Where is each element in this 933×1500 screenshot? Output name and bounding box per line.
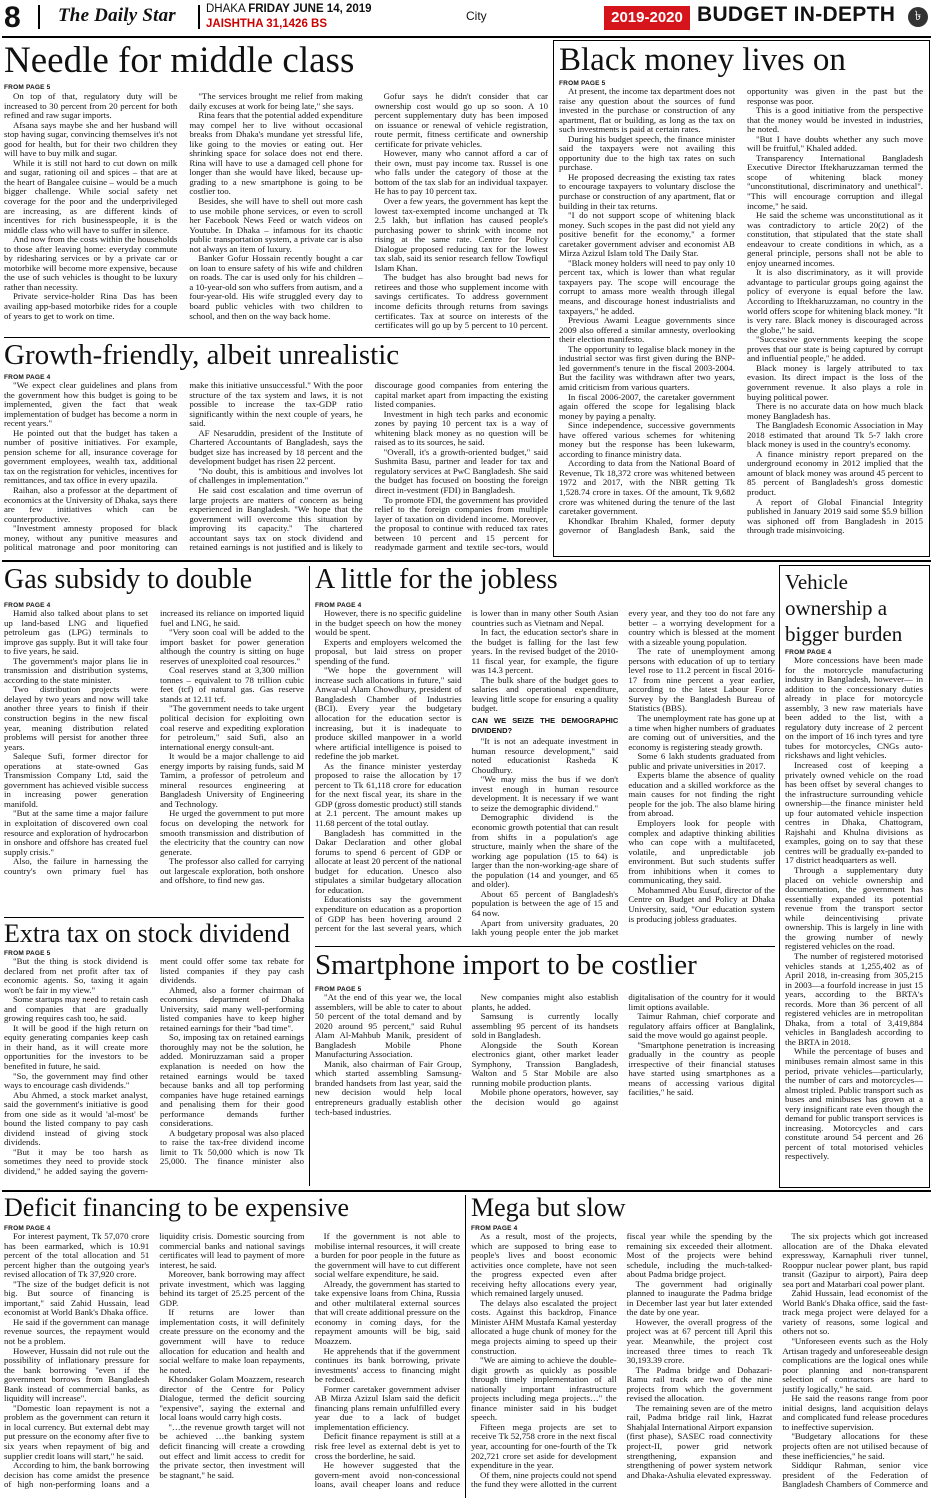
- paragraph: He said if the government can manage revenue sources, the repayment would not be a problem.: [4, 1316, 150, 1347]
- paragraph: The rate of unemployment among persons with education of up to tertiary level rose to 11.2 percent in fiscal 2016-17 from nine percent a year earlier, according to the latest Labour Force Survey by the Bangladesh Bureau of Statistics (BBS).: [628, 646, 775, 714]
- paragraph: Abu Ahmed, a stock market analyst, said the government's initiative is good from one side as it would 'al-most' be bound the listed company to pay cash dividend instead of giving stock dividends.: [4, 1089, 148, 1148]
- from-page: FROM PAGE 4: [785, 649, 832, 656]
- paragraph: While the percentage of buses and minibuses remain almost same in this period, private vehicles—particularly, the number of cars and motorcycles—almost tripled. Public transport such as buses and minibuses has grown at a very insignificant rate even though the demand for public transport services is increasing. Motorcycles and cars constitute around 54 percent and 26 percent of total motorised vehicles respectively.: [785, 1046, 923, 1162]
- paragraph: Bangladesh has committed in the Dakar Declaration and other global forums to spend 6 percent of GDP or allocate at least 20 percent of the national budget for education. Unesco also stipulates a similar budgetary allocation for education.: [315, 827, 462, 895]
- article-body: [4, 381, 548, 555]
- paragraph: "But at the same time a major failure in exploitation of discovered own coal resource and exploration of hydrocarbon in onshore and offshore has created fuel supply crisis.": [4, 808, 148, 857]
- article-body: [315, 609, 775, 941]
- paragraph: Previous Awami League governments since 2009 also offered a similar amnesty, overlooking their election manifesto.: [559, 315, 735, 345]
- paragraph: "But I have doubts whether any such move will be fruitful," Khaled added.: [747, 133, 923, 154]
- article-growth: [4, 341, 548, 555]
- paragraph: However, Hussain did not rule out the possibility of inflationary pressure for the bank borrowing "even if the government borrows from Bangladesh Bank instead of commercial banks, as liquidity will increase".: [4, 1345, 150, 1404]
- article-body: [785, 656, 923, 1184]
- headline: Growth-friendly, albeit unrealistic: [4, 341, 400, 371]
- from-page: FROM PAGE 4: [471, 1225, 518, 1232]
- paragraph: Employers look for people with complex and adaptive thinking abilities who can cope with a multifaceted, volatile, and unpredictable job environment. But such students suffer from inhibitions when it comes to communicating, they said.: [628, 818, 775, 886]
- paragraph: AF Nesaruddin, president of the Institute of Chartered Accountants of Bangladesh, says the budget size has increased by 18 percent and the development budget has risen 22 percent.: [189, 427, 363, 467]
- paragraph: Coal reserves stand at 3,300 million tonnes – equivalent to 78 trillion cubic feet (tcf) of natural gas. Gas reserve stands at 12.11 tcf.: [160, 665, 304, 704]
- paragraph: Khondkar Ibrahim Khaled, former deputy governor of Bangladesh Bank, said the opportunity was given in the past but the response was poor.: [559, 86, 923, 536]
- paragraph: Apart from university graduates, 20 lakh young people enter the job market every year, and they too do not fare any better – a worrying development for a country which is blessed at the moment with a sizeable young population.: [471, 608, 775, 938]
- headline: Black money lives on: [559, 44, 846, 78]
- divider: [465, 1195, 466, 1498]
- paragraph: Increased cost of keeping a privately owned vehicle on the road has been offset by several changes to the infrastructure surrounding vehicle ownership—the finance minister held up four automated vehicle inspection centres in Dhaka, Chattogram, Rajshahi and Khulna divisions as examples, going on to say that these centres will be gradually ex-panded to 17 district headquarters as well.: [785, 760, 923, 866]
- paragraph: The opportunity to legalise black money in the industrial sector was first given during the BNP-led government's tenure in the fiscal 2003-2004. But the facility was withdrawn after two years, amid criticism from various quarters.: [559, 343, 735, 392]
- headline: A little for the jobless: [315, 566, 558, 595]
- paragraph: Moreover, bank borrowing may affect private investment, which was lagging behind its target of 25.25 percent of the GDP.: [159, 1269, 305, 1308]
- year-badge: 2019-2020: [604, 6, 690, 30]
- article-needle: [4, 42, 548, 334]
- paragraph: Transparency International Bangladesh Executive Director Iftekharuzzaman termed the scope of whitening black money "unconstitutional, discriminatory and unethical". "This will encourage corruption and illegal income," he said.: [747, 152, 923, 211]
- paragraph: Raihan, also a professor at the department of economics at the University of Dhaka, says there are few initiatives which can be counterproductive.: [4, 485, 178, 524]
- paragraph: For interest payment, Tk 57,070 crore has been earmarked, which is 10.91 percent of the total allocation and 51 percent higher than the outgoing year's revised allocation of Tk 37,920 crore.: [4, 1231, 150, 1280]
- headline: Extra tax on stock dividend: [4, 921, 290, 948]
- paragraph: "We expect clear guidelines and plans from the government how this budget is going to be implemented, given the fact that weak implementation of budget has become a norm in recent years.": [4, 380, 178, 429]
- dateline-city: DHAKA: [206, 3, 245, 15]
- paragraph: Educationists say the government expenditure on education as a proportion of GDP has been hovering around 2 percent for the last several years, which is lower than in many other South Asian countries such as Vietnam and Nepal.: [315, 608, 619, 934]
- divider: [198, 5, 200, 29]
- paper-logo: The Daily Star: [58, 5, 176, 26]
- article-black-money: [559, 44, 923, 553]
- paragraph: The bulk share of the budget goes to salaries and operational expenditure, leaving little scope for ensuring a quality budget.: [471, 674, 619, 714]
- from-page: FROM PAGE 5: [315, 986, 362, 993]
- article-jobless: [315, 566, 775, 941]
- paragraph: In fiscal 2006-2007, the caretaker government again offered the scope for legalising black money by paying a penalty.: [559, 391, 735, 421]
- paragraph: Black money is largely attributed to tax evasion. Its direct impact is the loss of the government revenue. It also plays a role in buying political power.: [747, 362, 923, 402]
- paragraph: He said cost escalation and time overrun of large projects are matters of concern as being experienced in Bangladesh. "We hope that the government will overcome this situation by improving its capacity." The chartered accountant says tax on stock dividend and retained earnings is not justified and is likely to discourage good companies from entering the capital market apart from impacting the existing listed companies.: [189, 380, 548, 553]
- article-smartphone: [315, 951, 775, 1186]
- article-body: [4, 92, 548, 334]
- paragraph: He however suggested that the govern-ment avoid non-concessional loans, avail cheaper loans and reduce: [314, 1460, 460, 1490]
- paragraph: The six projects which got increased allocation are of the Dhaka elevated expressway, Karnaphuli river tunnel, Rooppur nuclear power plant, bus rapid transit (Gazipur to airport), Paira deep sea port and Matarbari coal power plant.: [782, 1231, 928, 1289]
- paragraph: A finance ministry report prepared on the underground economy in 2012 implied that the amount of black money was around 45 percent to 85 percent of Bangladesh's gross domestic product.: [747, 448, 923, 497]
- paragraph: "Black money holders will need to pay only 10 percent tax, which is lower than what regular taxpayers pay. The scope will encourage the corrupt to amass more wealth through illegal means, and discourage honest industrialists and taxpayers," he added.: [559, 257, 735, 316]
- headline: Deficit financing to be expensive: [4, 1195, 350, 1222]
- paragraph: "The services brought me relief from making daily excuses at work for being late," she says.: [189, 91, 363, 111]
- divider: [4, 917, 304, 918]
- paragraph: He said the reasons range from poor initial designs, land acquisition delays and complicated fund release procedures to ineffective supervision.: [782, 1393, 928, 1432]
- paragraph: Two distribution projects were delayed by two years and now will take another three years to finish if their construction begins in the new fiscal year, meaning distribution related problems will persist for another three years.: [4, 684, 148, 752]
- dateline-date: FRIDAY JUNE 14, 2019: [248, 3, 372, 15]
- paragraph: Taimur Rahman, chief corporate and regulatory affairs officer at Banglalink, said the move would go against people.: [628, 1011, 775, 1041]
- paragraph: As a result, most of the projects, which are supposed to bring ease to people's lives and boost economic activities once complete, have not seen the progress expected even after receiving hefty allocations every year, which remained largely unused.: [471, 1231, 617, 1299]
- paragraph: "Domestic loan repayment is not a problem as the government can return it in local currency. But external debt may put pressure on the economy after five to six years when repayment of big and supplier credit loans will start," he said.: [4, 1402, 150, 1461]
- paragraph: The Padma bridge and Dohazari-Ramu rail track are two of the nine projects from which the government revised the allocation.: [626, 1364, 773, 1404]
- paragraph: Besides, she will have to shell out more cash to use mobile phone services, or even to scroll her Facebook News Feed or watch videos on Youtube. In Dhaka – infamous for its chaotic public transportation system, a private car is also not always an item of luxury.: [189, 196, 363, 254]
- paragraph: "No doubt, this is ambitious and involves lot of challenges in implementation.": [189, 465, 363, 486]
- paragraph: Fifteen mega projects are set to receive Tk 52,758 crore in the next fiscal year, accounting for one-fourth of the Tk 202,721 crore set aside for development expenditure in the year.: [471, 1421, 617, 1471]
- from-page: FROM PAGE 4: [4, 602, 51, 609]
- paragraph: If the government is not able to mobilise internal resources, it will create a burden for poor people in the future as the government will have to cut different social welfare expenditure, he said.: [314, 1231, 460, 1280]
- paragraph: "But it may be too harsh as sometimes they need to provide stock dividend," he added saying the govern-ment could offer some tax rebate for listed companies if they pay cash dividends.: [4, 956, 304, 1177]
- paragraph: "We may miss the bus if we don't invest enough in human resource development. It is necessary if we want to seize the demographic dividend.": [471, 774, 619, 813]
- article-body: [4, 957, 304, 1186]
- divider: [4, 337, 550, 338]
- paragraph: Experts blame the absence of quality education and a skilled workforce as the main causes for not finding the right people for the job. The also blame hiring from abroad.: [628, 770, 775, 819]
- paragraph: Some 6 lakh students graduated from public and private universities in 2017.: [628, 751, 775, 771]
- divider: [38, 5, 40, 29]
- paragraph: Banker Gofur Hossain recently bought a car on loan to ensure safety of his wife and children on roads. The car is used only for his children – a 10-year-old son who suffers from autism, and a four-year-old. His wife struggled every day to board public vehicles with two children to school, and then on the way back home.: [189, 253, 363, 321]
- paragraph: Former caretaker government adviser AB Mirza Azizul Islam said the deficit financing plans remain unfulfilled every year due to a lack of budget implementation efficiency.: [314, 1383, 460, 1432]
- paragraph: He said the scheme was unconstitutional as it was contradictory to article 20(2) of the constitution, that stipulated that the state shall endeavour to create conditions in which, as a general principle, persons shall not be able to enjoy unearned incomes.: [747, 210, 923, 268]
- paragraph: Khondaker Golam Moazzem, research director of the Centre for Policy Dialogue, termed the deficit sourcing "expensive", saying the external and local loans would carry high costs.: [159, 1374, 305, 1423]
- paragraph: "Overall, it's a growth-oriented budget," said Sushmita Basu, partner and leader for tax and regulatory services at PwC Bangladesh. She said the budget has focused on boosting the foreign direct in-vestment (FDI) in Bangladesh.: [374, 446, 548, 496]
- paragraph: In fact, the education sector's share in the budget is falling for the last few years. In the revised budget of the 2010-11 fiscal year, for example, the figure was 14.3 percent.: [471, 627, 619, 676]
- article-gas: [4, 566, 304, 914]
- subheading: CAN WE SEIZE THE DEMOGRAPHIC DIVIDEND?: [471, 716, 619, 735]
- paragraph: "At the end of this year we, the local assemblers, will be able to cater to about 50 percent of the total demand and by 2020 around 95 percent," said Ruhul Alam Al-Mahbub Manik, president of Bangladesh Mobile Phone Manufacturing Association.: [315, 992, 462, 1060]
- paragraph: Gofur says he didn't consider that car ownership cost would go up so soon. A 10 percent supplementary duty has been imposed on issuance or renewal of vehicle registration, route permit, fitness certificate and ownership certificate for private vehicles.: [374, 91, 548, 149]
- paragraph: Rina fears that the potential added expenditure may compel her to live without occasional breaks from Dhaka's mundane yet stressful life, like going to the movies or eating out. Her shrinking space for solace does not end there. Rina will have to use a damaged cell phone for longer than she would have liked, because up-grading to a new smartphone is going to be costlier too.: [189, 110, 363, 197]
- paragraph: "The government needs to take urgent political decision for exploiting own coal reserve and expediting exploration for petroleum," said Sufi, also an international energy consult-ant.: [160, 703, 304, 752]
- paragraph: And now from the costs within the households to those after leaving home: everyday commute by ridesharing services or by a private car or motorbike will become more expensive, because the use of such vehicles is thought to be luxury rather than necessity.: [4, 234, 178, 292]
- paragraph: He apprehends that if the government continues its bank borrowing, private investments' access to financing might be reduced.: [314, 1345, 460, 1385]
- paragraph: He proposed decreasing the existing tax rates to encourage taxpayers to voluntary disclose the purchase or construction of any apartment, flat or building in their tax returns.: [559, 171, 735, 211]
- paragraph: "I do not support scope of whitening black money. Such scopes in the past did not yield any positive benefit for the economy," a former caretaker government adviser and economist AB Mirza Azizul Islam told The Daily Star.: [559, 210, 735, 259]
- paragraph: New companies might also establish plants, he added.: [471, 992, 619, 1012]
- masthead: [0, 0, 933, 36]
- article-body: [4, 1232, 460, 1498]
- bengali-date: JAISHTHA 31,1426 BS: [206, 18, 328, 30]
- paragraph: "Investment amnesty proposed for black money, without any punitive measures and political matronage and poor monitoring can make this initiative unsuccessful." With the poor structure of the tax system and laws, it is not possible to increase the tax-GDP ratio significantly within the next couple of years, he said.: [4, 380, 363, 553]
- paragraph: Siddiqur Rahman, senior vice president of the Federation of Bangladesh Chambers of Commerce and: [782, 1460, 928, 1490]
- paragraph: At present, the income tax department does not raise any question about the sources of fund invested in the purchase or construction of any apartment, flat or building, as long as the tax on such investments is paid at certain rates.: [559, 86, 735, 135]
- paragraph: The government's major plans lie in transmission and distribution systems, according to the state minister.: [4, 655, 148, 685]
- paragraph: According to data from the National Board of Revenue, Tk 18,372 crore was whitened between 1972 and 2017, with the NBR getting Tk 1,528.74 crore in taxes. Of the amount, Tk 9,682 crore was whitened during the tenure of the last caretaker government.: [559, 458, 735, 517]
- paragraph: About 65 percent of Bangladesh's population is between the age of 15 and 64 now.: [471, 888, 619, 918]
- paragraph: He pointed out that the budget has taken a number of positive initiatives. For example, pension scheme for all, insurance coverage for government employees, wealth tax, additional tax on the registration for vehicles, incentives for remittances, and tax office in every upazila.: [4, 427, 178, 486]
- from-page: FROM PAGE 5: [4, 84, 51, 91]
- masthead-rule: [2, 36, 931, 38]
- divider: [315, 946, 775, 947]
- paragraph: The professor also called for carrying out largescale exploration, both onshore and offshore, to find new gas.: [160, 856, 304, 886]
- paragraph: The budget has also brought bad news for retirees and those who supplement income with savings certificates. To address government income deficits through returns from savings certificates. Tax at source on interests of the certificates will go up by 5 percent to 10 percent.: [374, 272, 548, 331]
- paragraph: However, the overall progress of the project was at 67 percent till April this year. Meanwhile, the project cost increased three times to reach Tk 30,193.39 crore.: [626, 1316, 773, 1366]
- from-page: FROM PAGE 5: [559, 80, 606, 87]
- taka-icon: ৳: [908, 7, 928, 27]
- paragraph: More concessions have been made for the motorcycle manufacturing industry in Bangladesh, however— in addition to the concessionary duties already in place for motorcycle assembly, 3 new raw materials have been added to the list, with a regulatory duty increase of 2 percent on the import of 16 inch tyres and tyre tubes for motorcycles, CNGs auto-rickshaws and light vehicles.: [785, 655, 923, 761]
- paragraph: This is a good initiative from the perspective that the money would be invested in industries, he noted.: [747, 105, 923, 135]
- paragraph: The number of registered motorised vehicles stands at 1,255,402 as of April 2018, in-creasing from 305,215 in 2003—a fourfold increase in just 15 years, according to the BRTA's records. More than 36 percent of all registered vehicles are in metropolitan Dhaka, from a total of 3,419,884 vehicles in Bangladesh according to the BRTA in 2018.: [785, 950, 923, 1047]
- paragraph: However, there is no specific guideline in the budget speech on how the money would be spent.: [315, 608, 462, 638]
- headline: Smartphone import to be costlier: [315, 951, 697, 981]
- headline: Needle for middle class: [4, 42, 355, 81]
- paragraph: "Very soon coal will be added to the import basket for power generation although the country is sitting on huge reserves of unexploited coal resources.": [160, 627, 304, 666]
- paragraph: A report of Global Financial Integrity published in January 2019 said some $5.9 billion was siphoned off from Bangladesh in 2015 through trade misinvoicing.: [747, 496, 923, 536]
- from-page: FROM PAGE 4: [4, 374, 51, 381]
- article-mega: [471, 1195, 928, 1498]
- divider: [2, 1190, 931, 1192]
- paragraph: Investment in high tech parks and economic zones by paying 10 percent tax is a way of whitening black money as no question will be raised as to its sources, he said.: [374, 408, 548, 448]
- paragraph: It will be good if the high return on equity generating companies keep cash in their hand, as it will create more opportunities for the investors to be benefited in future, he said.: [4, 1022, 148, 1072]
- paragraph: "Budgetary allocations for these projects often are not utilised because of these inefficiencies," he said.: [782, 1431, 928, 1461]
- article-body: [559, 87, 923, 553]
- paragraph: Demographic dividend is the economic growth potential that can result from shifts in a population's age structure, mainly when the share of the working age population (15 to 64) is larger than the non-working-age share of the population (14 and younger, and 65 and older).: [471, 812, 619, 890]
- paragraph: Since independence, successive governments have offered various schemes for whitening money but the response has been lukewarm, according to finance ministry data.: [559, 420, 735, 459]
- paragraph: Zahid Hussain, lead economist of the World Bank's Dhaka office, said the fast-track mega project were delayed for a variety of reasons, some logical and others not so.: [782, 1288, 928, 1337]
- paragraph: Some startups may need to retain cash and companies that are gradually growing requires cash too, he said.: [4, 994, 148, 1024]
- from-page: FROM PAGE 4: [4, 1225, 51, 1232]
- paragraph: It is also discriminatory, as it will provide advantage to particular groups going against the policy of everyone is equal before the law. According to Iftekharuzzaman, no country in the world offers scope for whitening black money. "It is very rare. Black money is discouraged across the globe," he said.: [747, 267, 923, 335]
- paragraph: Through a supplementary duty placed on vehicle ownership and documentation, the government has essentially expanded its potential revenue from the transport sector while deincentivising private ownership. This is largely in line with the growing number of newly registered vehicles on the road.: [785, 865, 923, 952]
- paragraph: To promote FDI, the government has provided relief to the foreign companies from multiple layer of taxation on dividend income. Moreover, the proposal to continue with reduced tax rates between 10 percent and 15 percent for readymade garment and textile sec-tors, would: [374, 494, 548, 553]
- from-page: FROM PAGE 4: [315, 602, 362, 609]
- article-body: [471, 1232, 928, 1498]
- paragraph: The government had originally planned to inaugurate the Padma bridge in December last year but later extended the date by one year.: [626, 1278, 773, 1318]
- banner-title: BUDGET IN-DEPTH: [697, 3, 896, 26]
- paragraph: Ahmed, also a former chairman of economics department of Dhaka University, said many well-performing listed companies have to keep higher retained earnings for their "bad time".: [160, 984, 304, 1033]
- paragraph: "Successive governments keeping the scope proves that our state is being captured by corrupt and influential people," he added.: [747, 334, 923, 364]
- paragraph: Alongside the South Korean electronics giant, other market leader Symphony, Transsion Bangladesh, Walton and 5 Star Mobile are also running mobile production plants.: [471, 1039, 619, 1088]
- paragraph: Manik, also chairman of Fair Group, which started assembling Samsung-branded handsets from last year, said the new decision would help local entrepreneurs gradually establish other tech-based industries.: [315, 1058, 462, 1117]
- paragraph: "…the revenue growth target will not be achieved …the banking system deficit financing will create a crowding out effect and limit access to credit for the private sector, then investment will be stagnant," he said.: [159, 1421, 305, 1480]
- paragraph: Saleque Sufi, former director for operations at state-owned Gas Transmission Company Ltd, said the government has achieved visible success in increasing power generation manifold.: [4, 751, 148, 809]
- paragraph: The unemployment rate has gone up at a time when higher numbers of graduates are coming out of universities, and the economy is registering steady growth.: [628, 713, 775, 752]
- paragraph: Mobile phone operators, however, say the decision would go against digitalisation of the country for it would limit options available.: [471, 992, 775, 1108]
- paragraph: A budgetary proposal was also placed to raise the tax-free dividend income limit to Tk 50,000 which is now Tk 25,000. The finance minister also: [160, 1127, 304, 1167]
- article-body: [315, 993, 775, 1186]
- paragraph: Afsana says maybe she and her husband will stop having sugar, convincing themselves it's not good for health, but for their two children they will have to buy milk and sugar.: [4, 119, 178, 159]
- headline: Vehicle ownership a bigger burden: [785, 570, 903, 646]
- paragraph: "Smartphone penetration is increasing gradually in the country as people irrespective of their financial statuses have started using smartphones as a means of accessing various digital facilities," he said.: [628, 1039, 775, 1098]
- paragraph: Of them, nine projects could not spend the fund they were allotted in the current fiscal year while the spending by the remaining six exceeded their allotment. Most of the projects were behind schedule, including the much-talked-about Padma bridge project.: [471, 1231, 773, 1490]
- paragraph: Deficit finance repayment is still at a risk free level as external debt is yet to cross the borderline, he said.: [314, 1431, 460, 1461]
- paragraph: If returns are lower than implementation costs, it will definitely create pressure on the economy and the government will have to reduce allocation for education and health and social welfare to make loan repayments, he noted.: [159, 1307, 305, 1375]
- paragraph: Hamid also talked about plans to set up land-based LNG and liquefied petroleum gas (LPG) terminals to improve gas supply. But it will take four to five years, he said.: [4, 608, 148, 657]
- paragraph: However, many who cannot afford a car of their own, must pay income tax. Russel is one who falls under the category of those at the bottom of the tax slab for an individual taxpayer. He has to pay 10 percent tax.: [374, 148, 548, 197]
- paragraph: The Bangladesh Economic Association in May 2018 estimated that around Tk 5-7 lakh crore black money is used in the country's economy.: [747, 420, 923, 450]
- divider: [309, 566, 310, 1186]
- article-extra-tax: [4, 921, 304, 1186]
- paragraph: During his budget speech, the finance minister said the taxpayers were not availing this opportunity due to the high tax rates on such purchase.: [559, 133, 735, 173]
- divider: [2, 560, 931, 562]
- page-number: 8: [4, 1, 21, 34]
- section-label: City: [466, 9, 487, 23]
- paragraph: Also, the failure in harnessing the country's own primary fuel has increased its reliance on imported liquid fuel and LNG, he said.: [4, 608, 304, 876]
- from-page: FROM PAGE 5: [4, 950, 51, 957]
- article-body: [4, 609, 304, 914]
- paragraph: "We hope the government will increase such allocations in future," said Anwar-ul Alam Chowdhury, president of Bangladesh Chamber of Industries (BCI). Every year the budgetary allocation for the education sector is increasing, but it is inadequate to produce skilled manpower in a world where artificial intelligence is poised to redefine the job market.: [315, 665, 462, 762]
- paragraph: Mohammed Abu Eusuf, director of the Centre on Budget and Policy at Dhaka University, said, "Our education system is producing jobless graduates.: [628, 884, 775, 924]
- paragraph: So, imposing tax on retained earnings thoroughly may not be the solution, he added. Moniruzzaman said a proper explanation is needed on how the retained earnings would be taxed because banks and all top performing companies have huge retained earnings and penalising them for their good performance demands further considerations.: [160, 1032, 304, 1129]
- article-vehicle: [785, 569, 923, 1184]
- paragraph: "We are aiming to achieve the double-digit growth as quickly as possible through timely implementation of all nationally important infrastructure projects including mega projects…" the finance minister said in his budget speech.: [471, 1355, 617, 1423]
- paragraph: "It is not an adequate investment in human resource development," said noted educationist Rasheda K Choudhury.: [471, 736, 619, 775]
- paragraph: Private service-holder Rina Das has been availing app-based motorbike rides for a couple of years to get to work on time.: [4, 291, 178, 321]
- paragraph: He urged the government to put more focus on developing the network for smooth transmission and distribution of the electricity that the country can now generate.: [160, 808, 304, 857]
- paragraph: While it is still not hard to cut down on milk and sugar, rationing oil and spices – that are at the heart of Bangalee cuisine – would be a much bigger challenge. While social safety net coverage for the poor and the underprivileged are increasing, as are different kinds of incentives for rich businesspeople, it is the middle class who will have to suffer in silence.: [4, 157, 178, 235]
- headline: Mega but slow: [471, 1195, 626, 1222]
- paragraph: The delays also escalated the project costs. Against this backdrop, Finance Minister AHM Mustafa Kamal yesterday allocated a huge chunk of money for the mega projects aiming to speed up their construction.: [471, 1297, 617, 1356]
- paragraph: According to him, the bank borrowing decision has come amidst the presence of high non-performing loans and a liquidity crisis. Domestic sourcing from commercial banks and national savings certificates will lead to payment of more interest, he said.: [4, 1231, 305, 1490]
- paragraph: It would be a major challenge to aid energy imports by raising funds, said M Tamim, a professor of petroleum and mineral resources engineering at Bangladesh University of Engineering and Technology.: [160, 751, 304, 809]
- paragraph: Experts and employers welcomed the proposal, but laid stress on proper spending of the fund.: [315, 636, 462, 666]
- article-deficit: [4, 1195, 460, 1498]
- paragraph: The remaining seven are of the metro rail, Padma bridge rail link, Hazrat Shahjalal International Airport expansion (first phase), SASEC road connectivity project-II, power grid network strengthening, expansion and strengthening of power system network and Dhaka-Ashulia elevated expressway.: [626, 1402, 773, 1480]
- paragraph: Already, the government has started to take expensive loans from China, Russia and other multilateral external sources that will create additional pressure on the economy in coming days, for the repayment amounts will be big, said Moazzem.: [314, 1278, 460, 1347]
- paragraph: On top of that, regulatory duty will be increased to 30 percent from 20 percent for both refined and raw sugar imports.: [4, 91, 178, 121]
- paragraph: Samsung is currently locally assembling 95 percent of its handsets sold in Bangladesh.: [471, 1011, 619, 1041]
- paragraph: There is no accurate data on how much black money Bangladesh has.: [747, 401, 923, 421]
- paragraph: "So, the government may find other ways to encourage cash dividends.": [4, 1070, 148, 1091]
- paragraph: As the finance minister yesterday proposed to raise the allocation by 17 percent to Tk 61,118 crore for education for the next fiscal year, its share in the GDP (gross domestic product) still stands at 2.1 percent. The amount makes up 11.68 percent of the total outlay.: [315, 760, 462, 829]
- headline: Gas subsidy to double: [4, 566, 253, 595]
- paragraph: Over a few years, the government has kept the lowest tax-exempted income unchanged at Tk 2.5 lakh, but inflation has caused people's purchasing power to shrink with income not rising at the same rate. Centre for Policy Dialogue proposed reducing tax for the lowest tax slab, said its senior research fellow Towfiqul Islam Khan.: [374, 196, 548, 273]
- paragraph: "The size of the budget deficit is not big. But source of financing is important," said Zahid Hussain, lead economist at World Bank's Dhaka office.: [4, 1278, 150, 1318]
- dateline: [206, 3, 372, 15]
- paragraph: "But the thing is stock dividend is declared from net profit after tax of economic agents. So, taxing it again won't be fair in my view.": [4, 956, 148, 995]
- paragraph: "Unforeseen events such as the Holy Artisan tragedy and unforeseeable design complications are the logical ones while poor planning and non-transparent selection of contractors are hard to justify logically," he said.: [782, 1336, 928, 1394]
